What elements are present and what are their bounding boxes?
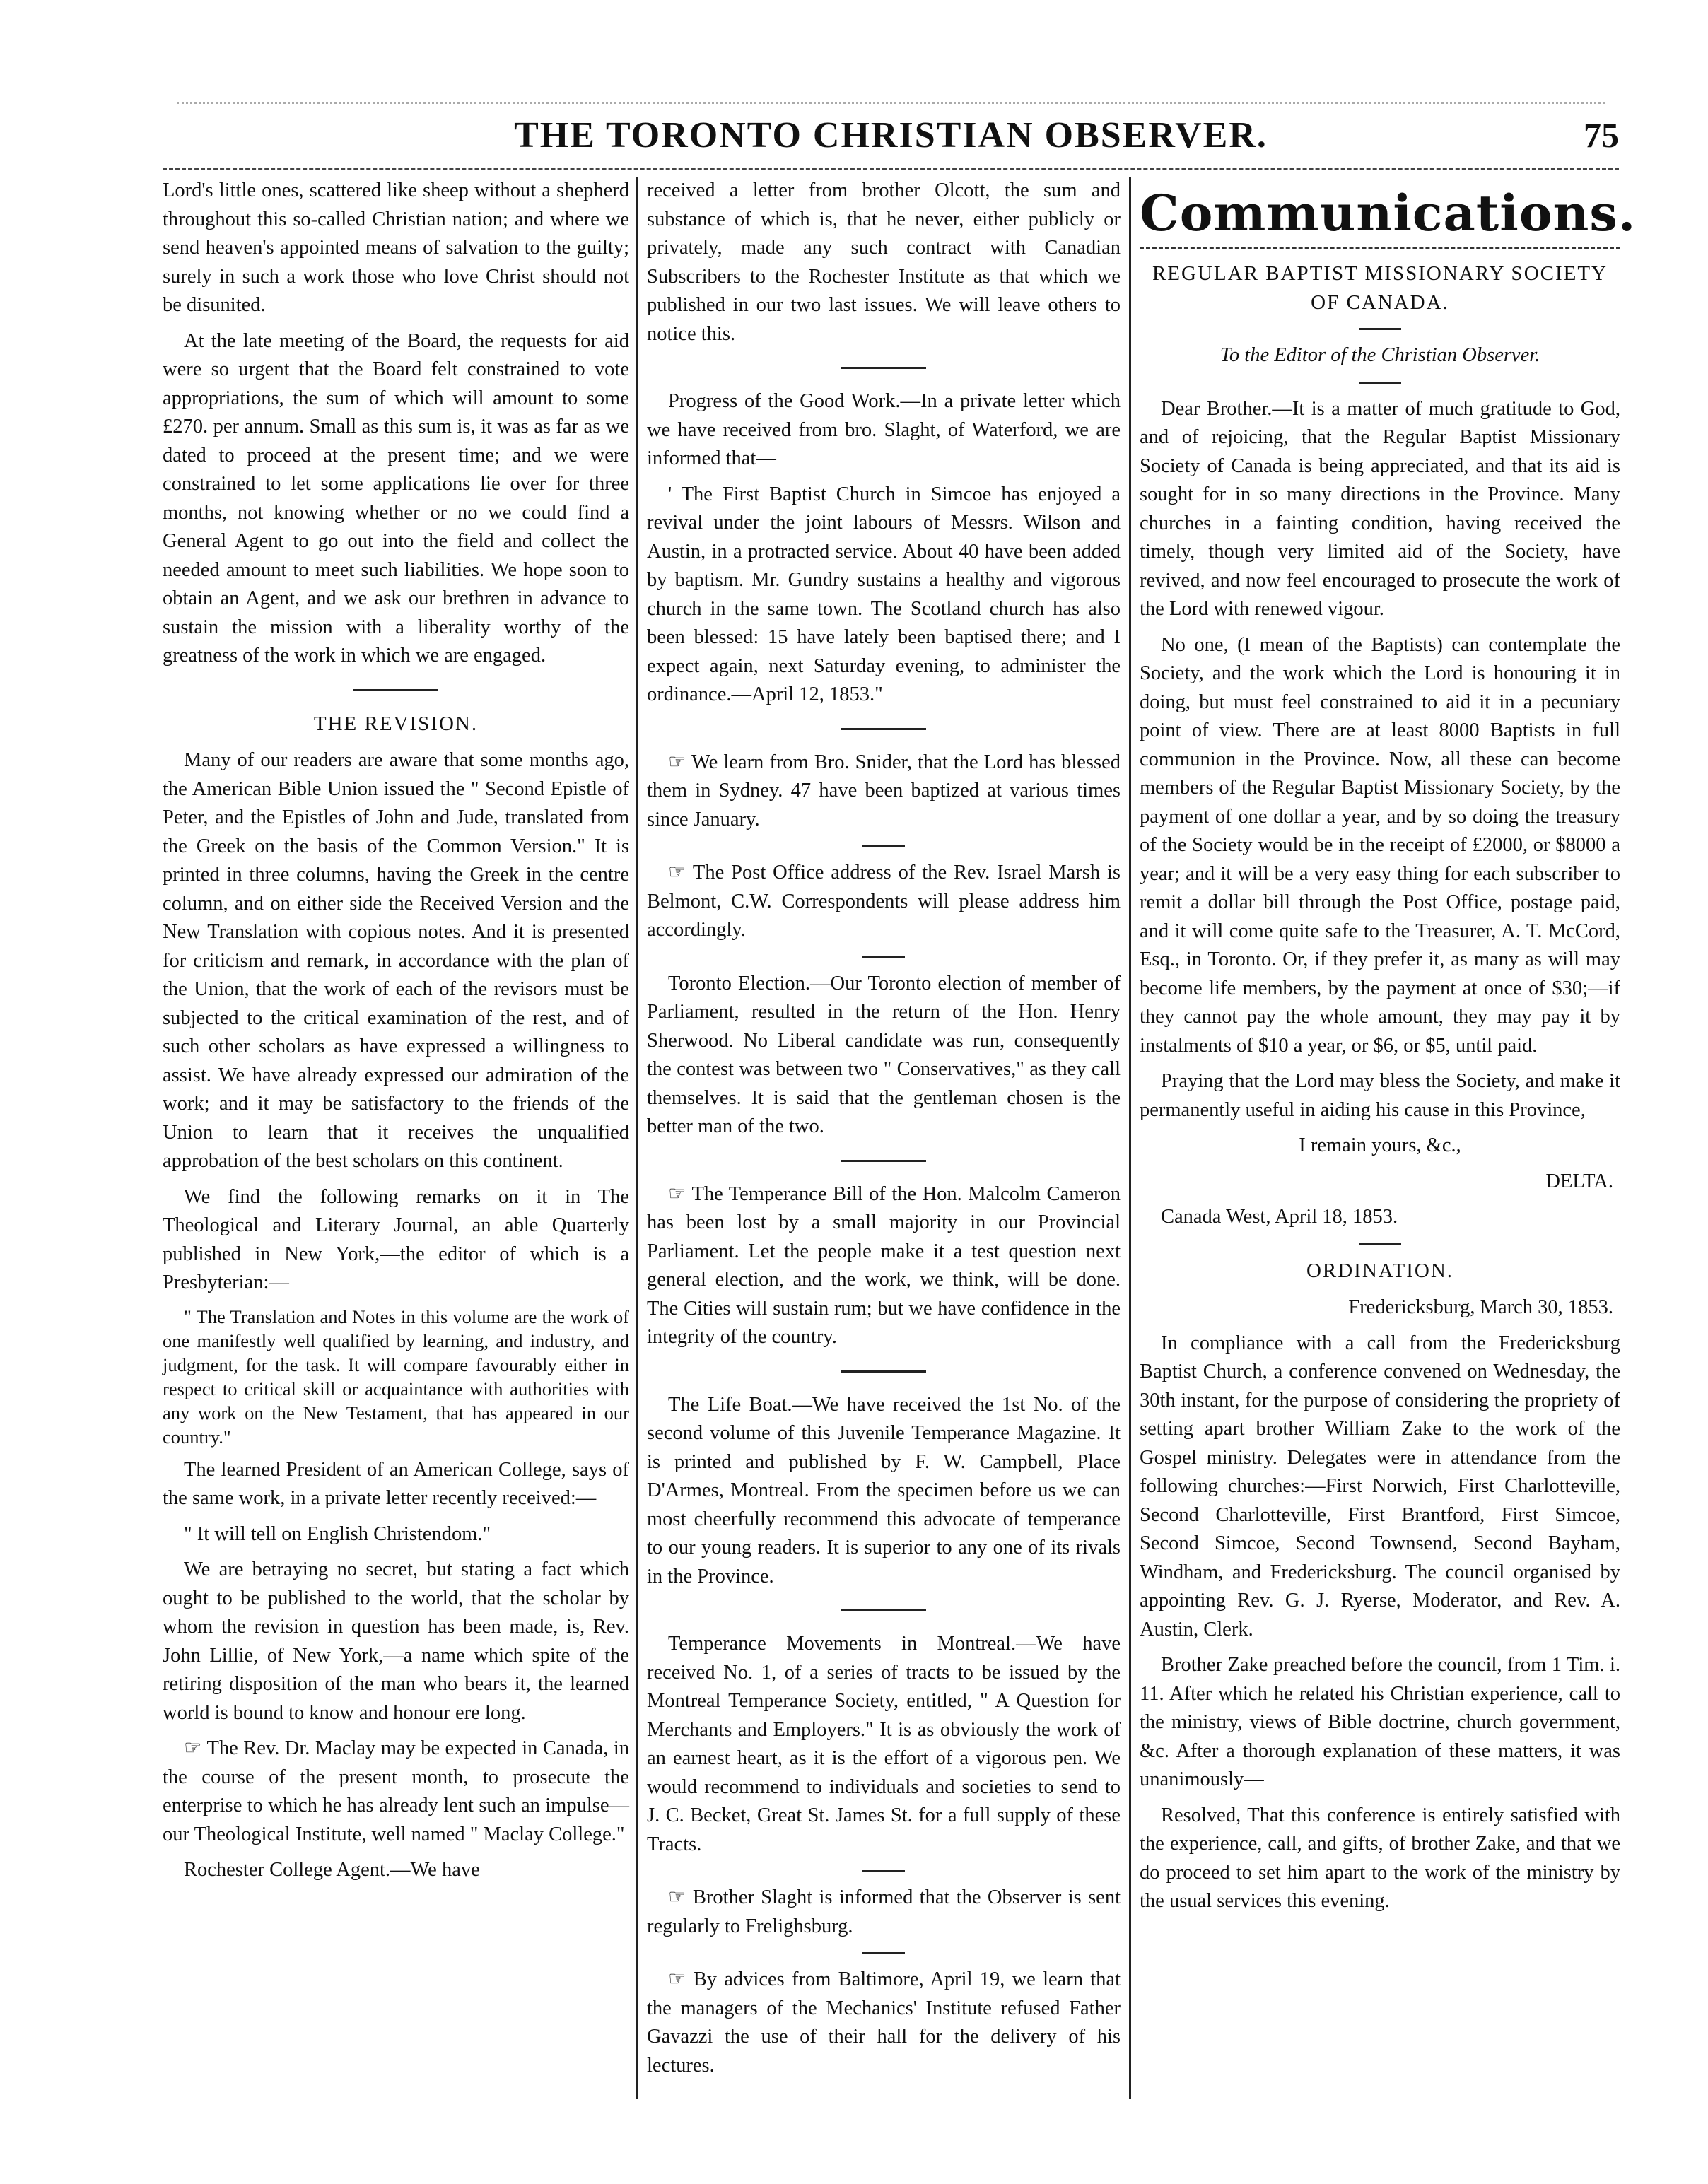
header-rule (163, 168, 1619, 170)
toronto-election-notice: Toronto Election.—Our Toronto election of member of Parliament, resulted in the return of the Hon. Henry Sherwood. No Liberal candidate was run, consequently the contest was between two " Conservatives," as they call themselves. It is said that the gentleman chosen is the better man of the two. (647, 972, 1121, 1137)
revision-paragraph-4: We are betraying no secret, but stating a fact which ought to be published to the world, that the scholar by whom the revision in question has been made, is, Rev. John Lillie, of New York,—a name which spite of the retiring disposition of the man who bears it, the learned world is bound to know and honour ere long. (163, 1558, 629, 1724)
column-1 (163, 177, 629, 1892)
to-editor-line: To the Editor of the Christian Observer. (1219, 344, 1540, 366)
baltimore-notice: ☞ By advices from Baltimore, April 19, we learn that the managers of the Mechanics' Institute refused Father Gavazzi the use of their hall for the delivery of his lectures. (647, 1968, 1121, 2077)
revision-short-quote: " It will tell on English Christendom." (184, 1522, 491, 1545)
ordination-heading: ORDINATION. (1306, 1259, 1454, 1282)
column-3 (1140, 177, 1637, 1923)
board-meeting-paragraph: At the late meeting of the Board, the requests for aid were so urgent that the Board felt constrained to vote appropriations, the sum of which will amount to some £270. per annum. Small as this sum is, it was as far as we dated to proceed at the present time; and we were constrained to let some applications lie over for three months, not knowing whether or no we could find a General Agent to go out into the field and collect the needed amount to meet such liabilities. We hope soon to obtain an Agent, and we ask our brethren in advance to sustain the mission with a liberality worthy of the greatness of the work in which we are engaged. (163, 329, 629, 667)
board-paragraph-continued: Lord's little ones, scattered like sheep without a shepherd throughout this so-called Christian nation; and where we send heaven's appointed means of salvation to the guilty; surely in such a work those who love Christ should not be disunited. (163, 180, 629, 316)
letter-paragraph-1: Dear Brother.—It is a matter of much gratitude to God, and of rejoicing, that the Regular Baptist Missionary Society of Canada is being appreciated, and that its aid is sought for in so many directions in the Province. Many churches in a fainting condition, having received the timely, though very limited aid of the Society, have revived, and now feel encouraged to prosecute the work of the Lord with renewed vigour. (1140, 397, 1620, 620)
communications-title: Communications. (1140, 184, 1637, 242)
ordination-paragraph-3: Resolved, That this conference is entirely satisfied with the experience, call, and gifts, of brother Zake, and that we do proceed to set him apart to the work of the ministry by the usual services this evening. (1140, 1804, 1620, 1912)
olcott-paragraph: received a letter from brother Olcott, the sum and substance of which is, that he never, either publicly or privately, made any such contract with Canadian Subscribers to the Rochester Institute as that which we published in our two last issues. We will leave others to notice this. (647, 180, 1121, 345)
letter-signature: DELTA. (1545, 1170, 1613, 1192)
newspaper-title: THE TORONTO CHRISTIAN OBSERVER. (514, 115, 1268, 155)
section-separator (1359, 382, 1401, 384)
ordination-paragraph-1: In compliance with a call from the Fredericksburg Baptist Church, a conference convened on Wednesday, the 30th instant, for the purpose of considering the propriety of setting apart brother William Zake to the work of the Gospel ministry. Delegates were in attendance from the following churches:—First Norwich, First Charlotteville, Second Charlotteville, First Brantford, First Simcoe, Second Simcoe, Second Townsend, Second Bayham, Windham, and Fredericksburg. The council organised by appointing Rev. G. J. Ryerse, Moderator, and Rev. A. Austin, Clerk. (1140, 1332, 1620, 1640)
letter-place-date: Canada West, April 18, 1853. (1161, 1206, 1398, 1228)
slaght-notice: ☞ Brother Slaght is informed that the Observer is sent regularly to Frelighsburg. (647, 1886, 1121, 1937)
society-heading: REGULAR BAPTIST MISSIONARY SOCIETY OF CANADA. (1152, 262, 1608, 314)
page-number: 75 (1584, 115, 1619, 155)
section-separator (862, 1952, 905, 1954)
section-separator (353, 689, 438, 691)
section-separator (862, 1870, 905, 1872)
snider-notice: ☞ We learn from Bro. Snider, that the Lord has blessed them in Sydney. 47 have been baptized at various times since January. (647, 751, 1121, 830)
post-office-notice: ☞ The Post Office address of the Rev. Israel Marsh is Belmont, C.W. Correspondents will please address him accordingly. (647, 862, 1121, 941)
maclay-notice: ☞ The Rev. Dr. Maclay may be expected in Canada, in the course of the present month, to prosecute the enterprise to which he has already lent such an impulse—our Theological Institute, well named " Maclay College." (163, 1737, 629, 1845)
life-boat-notice: The Life Boat.—We have received the 1st No. of the second volume of this Juvenile Temperance Magazine. It is printed and published by F. W. Campbell, Place D'Armes, Montreal. From the specimen before us we can most cheerfully recommend this advocate of temperance to our young readers. It is superior to any one of its rivals in the Province. (647, 1393, 1121, 1587)
section-separator (862, 956, 905, 958)
letter-closing: I remain yours, &c., (1299, 1134, 1461, 1156)
communications-rule (1140, 247, 1620, 249)
section-separator (1359, 1243, 1401, 1245)
section-separator (1359, 328, 1401, 330)
letter-paragraph-2: No one, (I mean of the Baptists) can contemplate the Society, and the work which the Lord is honouring it in doing, but must feel constrained to aid it in a pecuniary point of view. There are at least 8000 Baptists in full communion in the Province. Now, all these can become members of the Regular Baptist Missionary Society, by the payment of one dollar a year, and by so doing the treasury of the Society would be in the receipt of £2000, or $8000 a year; and it will be a very easy thing for each subscriber to remit a dollar bill through the Post Office, postage paid, and it will come quite safe to the Treasurer, A. T. McCord, Esq., in Toronto. Or, if they prefer it, as many as will may become life members, by the payment at once of $30;—if they cannot pay the whole amount, they may pay it by instalments of $10 a year, or $6, or $5, until paid. (1140, 633, 1620, 1057)
section-separator (841, 728, 926, 730)
revision-heading: THE REVISION. (313, 712, 479, 735)
good-work-intro: Progress of the Good Work.—In a private letter which we have received from bro. Slaght, of Waterford, we are informed that— (647, 390, 1121, 469)
section-separator (862, 845, 905, 847)
revision-paragraph-3: The learned President of an American College, says of the same work, in a private letter recently received:— (163, 1458, 629, 1509)
good-work-letter: ' The First Baptist Church in Simcoe has enjoyed a revival under the joint labours of Messrs. Wilson and Austin, in a protracted service. About 40 have been added by baptism. Mr. Gundry sustains a healthy and vigorous church in the same town. The Scotland church has also been blessed: 15 have lately been baptised there; and I expect again, next Saturday evening, to administer the ordinance.—April 12, 1853." (647, 483, 1121, 705)
column-divider-2 (1129, 177, 1131, 2099)
section-separator (841, 1609, 926, 1611)
temperance-bill-notice: ☞ The Temperance Bill of the Hon. Malcolm Cameron has been lost by a small majority in our Provincial Parliament. Let the people make it a test question next general election, and the work, we think, will be done. The Cities will sustain rum; but we have confidence in the integrity of the country. (647, 1182, 1121, 1348)
revision-quote: " The Translation and Notes in this volume are the work of one manifestly well qualified by learning, and industry, and judgment, for the task. It will compare favourably either in respect to critical skill or acquaintance with authorities with any work on the New Testament, that has appeared in our country." (163, 1305, 629, 1448)
temperance-montreal-notice: Temperance Movements in Montreal.—We have received No. 1, of a series of tracts to be issued by the Montreal Temperance Society, entitled, " A Question for Merchants and Employers." It is as obviously the work of an earnest heart, as it is the effort of a vigorous pen. We would recommend to individuals and societies to send to J. C. Becket, Great St. James St. for a full supply of these Tracts. (647, 1633, 1121, 1855)
page-header (163, 115, 1619, 164)
top-decoration (177, 92, 1605, 104)
revision-paragraph-1: Many of our readers are aware that some months ago, the American Bible Union issued the " Second Epistle of Peter, and the Epistles of John and Jude, translated from the Greek on the basis of the Common Version." It is printed in three columns, having the Greek in the centre column, and on either side the Received Version and the New Translation with copious notes. And it is presented for criticism and remark, in accordance with the plan of the Union, that the work of each of the revisors must be subjected to the critical examination of the rest, and of such other scholars as have expressed a willingness to assist. We have already expressed our admiration of the work; and it may be satisfactory to the friends of the Union to learn that it receives the unqualified approbation of the best scholars on this continent. (163, 749, 629, 1172)
section-separator (841, 367, 926, 369)
column-divider-1 (636, 177, 638, 2099)
section-separator (841, 1370, 926, 1373)
ordination-dateline: Fredericksburg, March 30, 1853. (1348, 1296, 1613, 1318)
section-separator (841, 1160, 926, 1162)
revision-paragraph-2: We find the following remarks on it in The Theological and Literary Journal, an able Quarterly published in New York,—the editor of which is a Presbyterian:— (163, 1185, 629, 1293)
column-2 (647, 177, 1121, 2087)
letter-paragraph-3: Praying that the Lord may bless the Society, and make it permanently useful in aiding his cause in this Province, (1140, 1070, 1620, 1121)
ordination-paragraph-2: Brother Zake preached before the council, from 1 Tim. i. 11. After which he related his Christian experience, call to the ministry, views of Bible doctrine, church government, &c. After a thorough explanation of these matters, it was unanimously— (1140, 1654, 1620, 1790)
rochester-agent-notice: Rochester College Agent.—We have (184, 1859, 480, 1881)
